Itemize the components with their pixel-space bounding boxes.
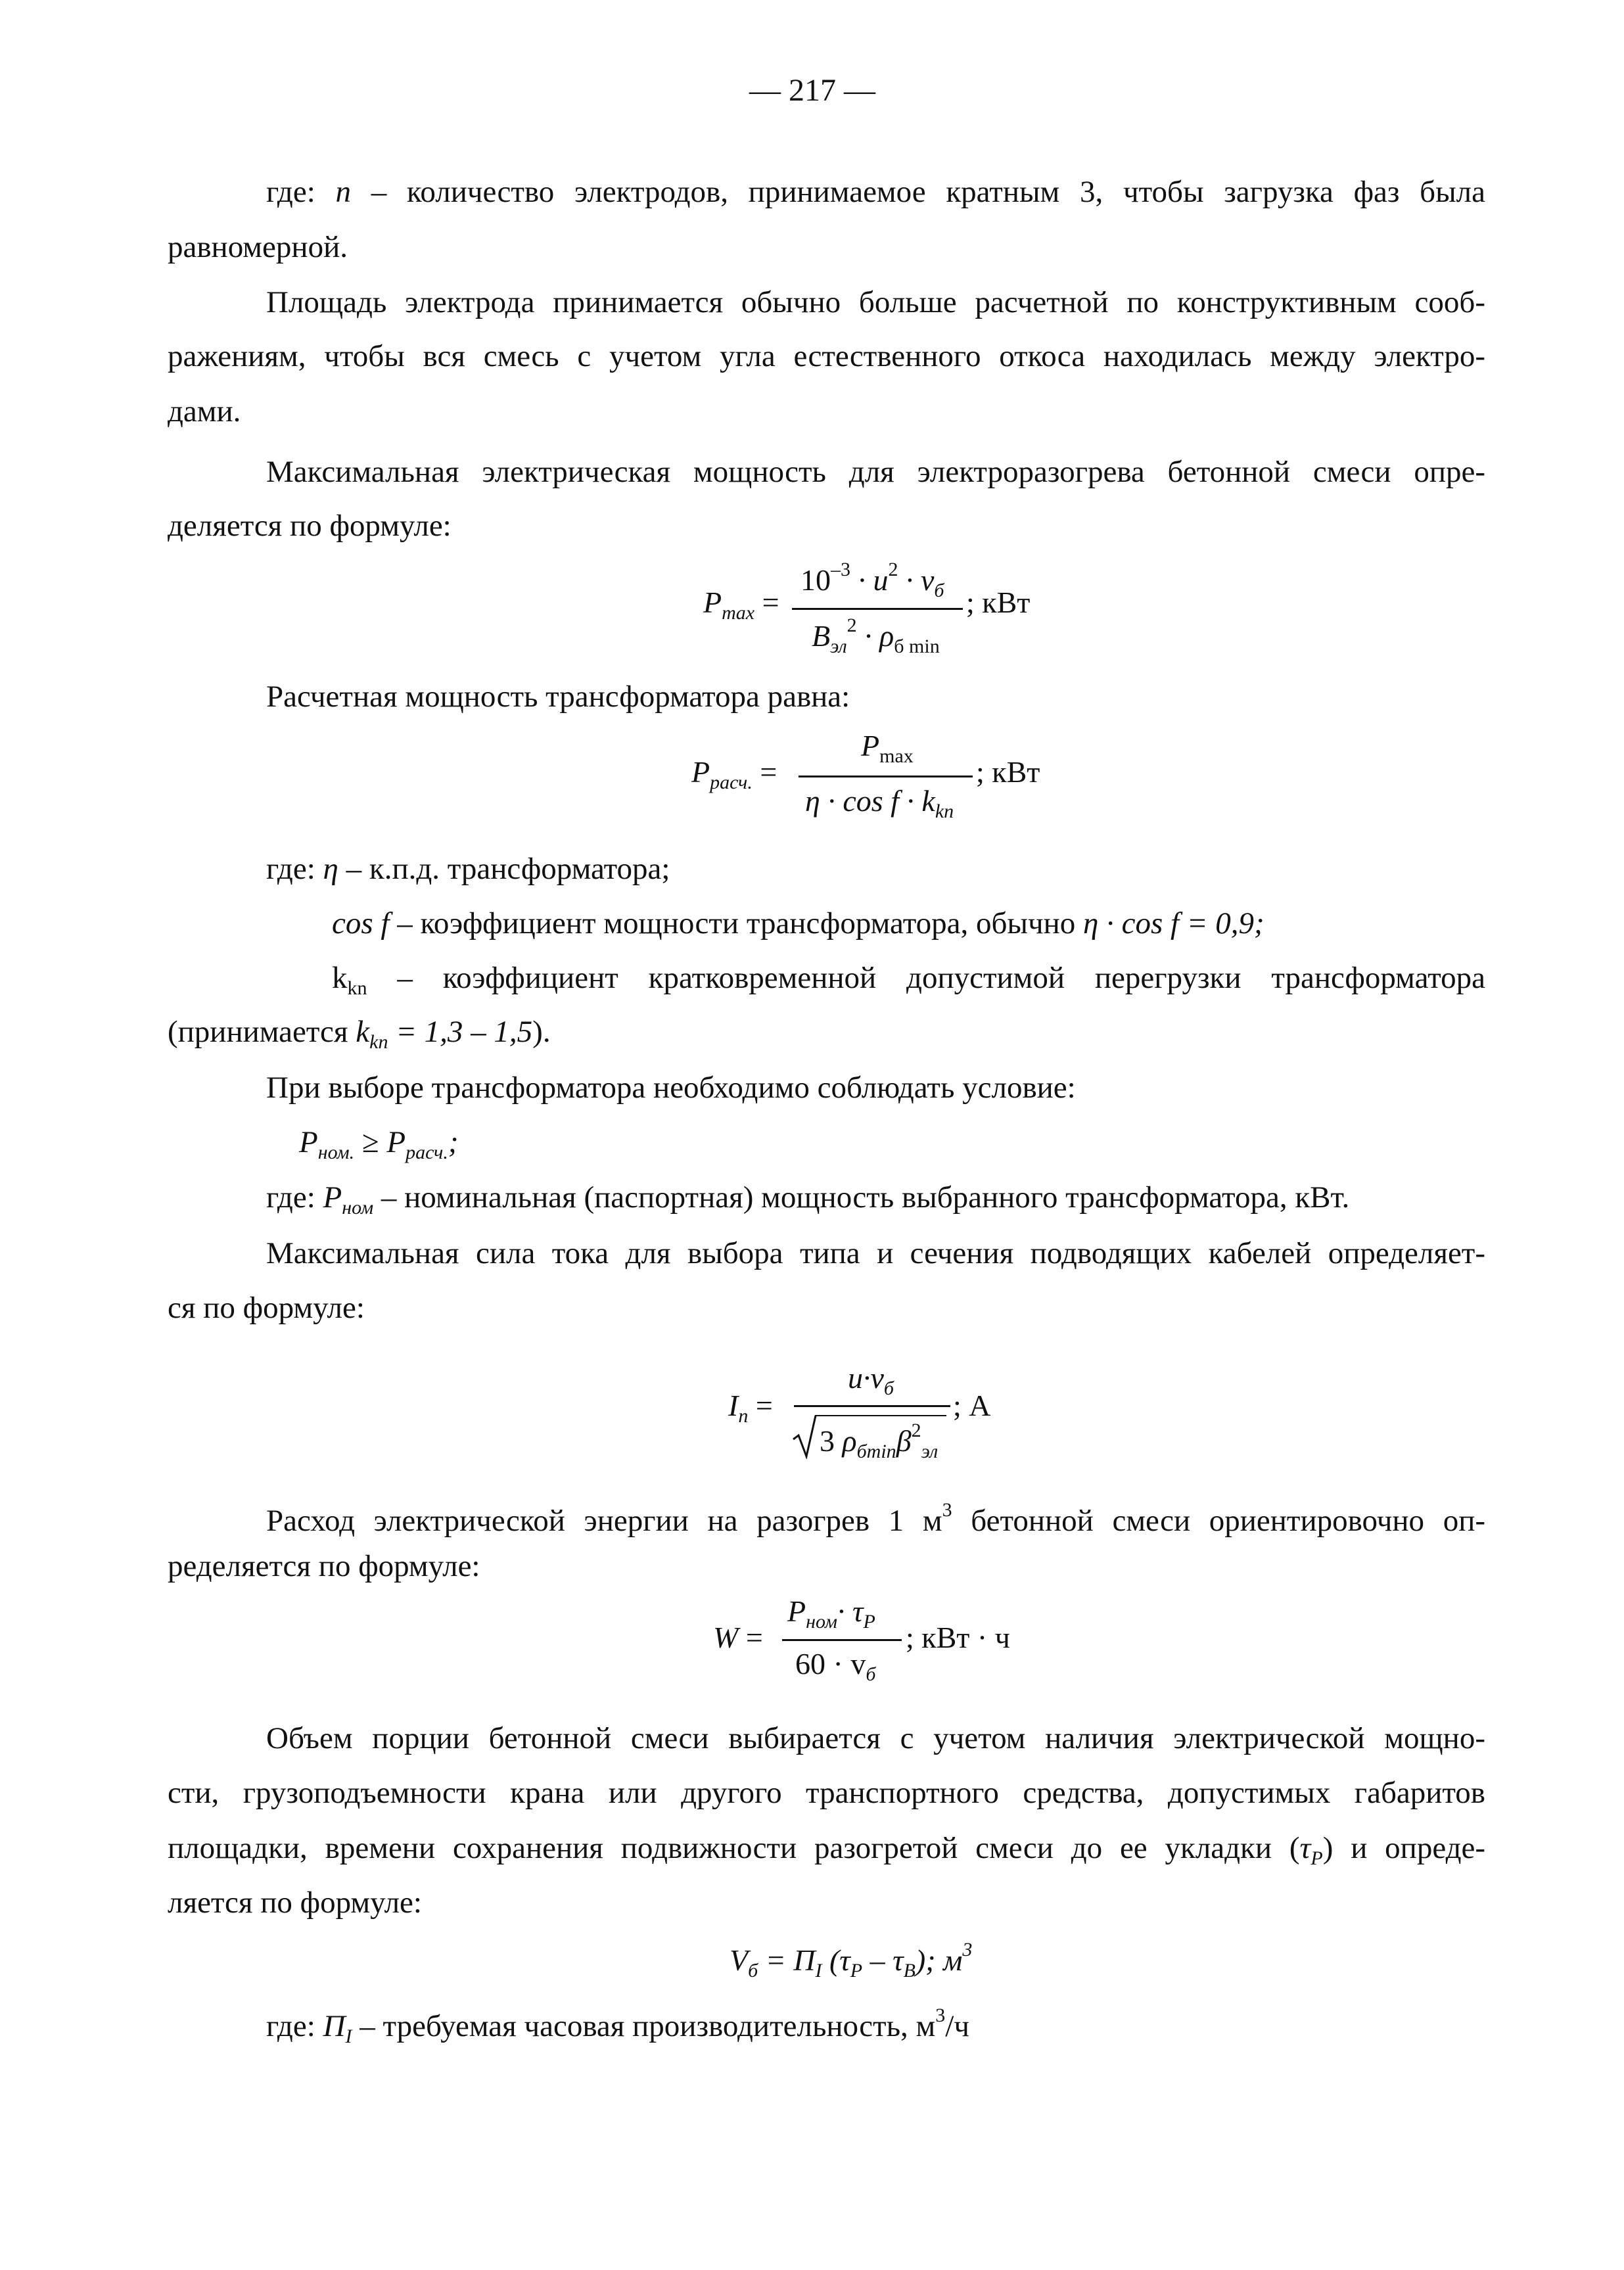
f3-den-beta-sub: эл <box>921 1441 939 1462</box>
f5-unit: ); м <box>915 1943 963 1977</box>
f5-tau: (τ <box>822 1943 850 1977</box>
var-cosf: cos f <box>332 906 390 940</box>
f1-den-rho: · ρ <box>856 619 894 653</box>
f4-eq: = <box>745 1621 763 1654</box>
f4-unit: ; кВт · ч <box>906 1621 1010 1654</box>
f4-den: 60 · v <box>795 1647 866 1680</box>
f2-fraction-bar <box>799 776 973 777</box>
text: где: <box>266 852 323 886</box>
sup: 3 <box>942 1499 952 1521</box>
var-k: k <box>332 961 348 995</box>
var-eta: η <box>323 852 338 886</box>
var-n: n <box>335 175 351 209</box>
f3-den-3: 3 <box>820 1424 835 1458</box>
sqrt-bar <box>815 1415 946 1416</box>
f1-num-v: · v <box>898 563 935 597</box>
paragraph-1-line-1 <box>266 172 1485 212</box>
f5-unit-sup: 3 <box>962 1939 973 1960</box>
text: ). <box>532 1015 551 1049</box>
text: ) и опреде- <box>1322 1831 1485 1865</box>
paragraph-4: Расчетная мощность трансформатора равна: <box>266 680 850 714</box>
f1-lhs-sub: max <box>722 602 755 624</box>
paragraph-2-line-3: дами. <box>168 394 241 429</box>
paragraph-9-line-1: Объем порции бетонной смеси выбирается с учетом наличия электрической мощно- <box>266 1721 1485 1755</box>
cond-b: P <box>386 1125 406 1159</box>
var-k: k <box>356 1015 370 1049</box>
var-P: П <box>323 2009 346 2043</box>
text: – коэффициент мощности трансформатора, обычно <box>389 906 1084 940</box>
text: (принимается <box>168 1015 356 1049</box>
paragraph-9-line-2: сти, грузоподъемности крана или другого транспортного средства, допустимых габаритов <box>168 1776 1485 1810</box>
f3-lhs-sub: n <box>738 1405 749 1427</box>
f1-den-B: B <box>812 619 831 653</box>
f2-num: P <box>861 729 880 762</box>
f2-lhs-sub: расч. <box>710 772 753 793</box>
text: где: <box>266 1180 323 1215</box>
cond-ge: ≥ <box>354 1125 387 1159</box>
f5-P-sub: I <box>815 1960 822 1981</box>
f3-den-beta-exp: 2 <box>911 1420 921 1441</box>
f1-num-exp: –3 <box>831 559 850 580</box>
where-cosf <box>332 904 1264 943</box>
text: где: <box>266 175 336 209</box>
f3-lhs: I <box>728 1389 739 1422</box>
where-kkn-value <box>168 1012 551 1062</box>
paragraph-8-line-1 <box>266 1491 1485 1540</box>
paragraph-3-line-2: деляется по формуле: <box>168 509 452 543</box>
f1-num-u: · u <box>850 563 889 597</box>
f2-lhs: P <box>691 755 710 789</box>
f3-den-rho-sub: бmin <box>856 1441 896 1462</box>
f5-P: = П <box>758 1943 816 1977</box>
var-k-sub: kn <box>347 977 367 999</box>
f3-den-beta: β <box>896 1424 912 1458</box>
paragraph-3-line-1: Максимальная электрическая мощность для электроразогрева бетонной смеси опре- <box>266 455 1485 489</box>
sqrt-icon <box>792 1413 818 1459</box>
text: – коэффициент кратковременной допустимой перегрузки трансформатора <box>367 961 1485 995</box>
paragraph-7-line-1: Максимальная сила тока для выбора типа и сечения подводящих кабелей определяет- <box>266 1236 1485 1270</box>
f5-tau2-sub: B <box>903 1960 916 1981</box>
last-line <box>266 1996 969 2056</box>
text: бетонной смеси ориентировочно оп- <box>952 1504 1485 1538</box>
f1-unit: ; кВт <box>966 586 1031 619</box>
f3-eq: = <box>755 1389 773 1422</box>
var-P-sub: ном <box>342 1197 374 1218</box>
f2-den-sub: kn <box>935 800 954 822</box>
var-P-sub: I <box>345 2026 352 2047</box>
f4-num: P <box>787 1594 806 1628</box>
f2-eq: = <box>760 755 777 789</box>
f3-unit: ; А <box>953 1389 991 1422</box>
text: где: <box>266 2009 323 2043</box>
formula-v <box>730 1939 972 1982</box>
text: – к.п.д. трансформатора; <box>338 852 670 886</box>
range: = 1,3 – 1,5 <box>388 1015 533 1049</box>
f1-den-rho-sub: б min <box>894 636 940 657</box>
f1-den-B-exp: 2 <box>847 614 857 636</box>
text: Расход электрической энергии на разогрев 1 м <box>266 1504 942 1538</box>
f5-V: V <box>730 1943 749 1977</box>
var-tau-sub: P <box>1311 1847 1323 1869</box>
f3-num-sub: б <box>883 1378 894 1399</box>
f1-num-u-exp: 2 <box>888 559 898 580</box>
cond-end: ; <box>448 1125 459 1159</box>
f5-tau-sub: P <box>850 1960 863 1981</box>
paragraph-9-line-3 <box>168 1828 1485 1878</box>
page-number: — 217 — <box>749 73 875 108</box>
paragraph-2-line-2: ражениям, чтобы вся смесь с учетом угла естественного откоса находилась между электро- <box>168 339 1485 373</box>
f1-den-B-sub: эл <box>830 636 847 657</box>
text: площадки, времени сохранения подвижности разогретой смеси до ее укладки ( <box>168 1831 1300 1865</box>
var-P: P <box>323 1180 342 1215</box>
f1-fraction-bar <box>792 608 963 610</box>
f1-eq: = <box>762 586 779 619</box>
paragraph-2-line-1: Площадь электрода принимается обычно больше расчетной по конструктивным сооб- <box>266 285 1485 319</box>
f5-V-sub: б <box>748 1960 758 1981</box>
cond-a: P <box>299 1125 318 1159</box>
text: – количество электродов, принимаемое кратным 3, чтобы загрузка фаз была <box>350 175 1485 209</box>
f4-lhs: W <box>713 1621 739 1654</box>
f2-unit: ; кВт <box>976 755 1040 789</box>
condition-formula <box>299 1123 459 1172</box>
f1-num-v-sub: б <box>934 580 944 601</box>
f3-den-rho: ρ <box>842 1424 857 1458</box>
text: – требуемая часовая производительность, м <box>352 2009 936 2043</box>
paragraph-1-line-2: равномерной. <box>168 230 348 264</box>
where-eta <box>266 849 670 889</box>
f4-num-tau-sub: P <box>863 1611 875 1633</box>
var-k-sub: kn <box>369 1031 388 1053</box>
text: /ч <box>945 2009 969 2043</box>
f3-num: u·v <box>848 1361 884 1395</box>
expr-eta-cosf: η · cos f = 0,9; <box>1083 906 1264 940</box>
f2-num-sub: max <box>879 745 914 767</box>
var-tau: τ <box>1299 1831 1311 1865</box>
sup: 3 <box>935 2004 946 2026</box>
text: – номинальная (паспортная) мощность выбранного трансформатора, кВт. <box>373 1180 1350 1215</box>
f4-num-sub: ном <box>806 1611 837 1633</box>
paragraph-6 <box>266 1178 1349 1228</box>
where-kkn <box>332 958 1485 1008</box>
f5-tau2: – τ <box>862 1943 904 1977</box>
cond-a-sub: ном. <box>317 1142 355 1163</box>
paragraph-8-line-2: ределяется по формуле: <box>168 1549 480 1583</box>
f4-fraction-bar <box>782 1639 902 1641</box>
f4-num-tau: · τ <box>837 1594 864 1628</box>
f1-num: 10 <box>800 563 831 597</box>
f4-den-sub: б <box>866 1663 876 1685</box>
f1-lhs: P <box>703 586 722 619</box>
cond-b-sub: расч. <box>406 1142 448 1163</box>
f3-fraction-bar <box>794 1405 950 1407</box>
paragraph-9-line-4: ляется по формуле: <box>168 1886 422 1920</box>
f2-den: η · cos f · k <box>805 784 935 818</box>
paragraph-5: При выборе трансформатора необходимо соблюдать условие: <box>266 1071 1076 1105</box>
paragraph-7-line-2: ся по формуле: <box>168 1291 365 1325</box>
